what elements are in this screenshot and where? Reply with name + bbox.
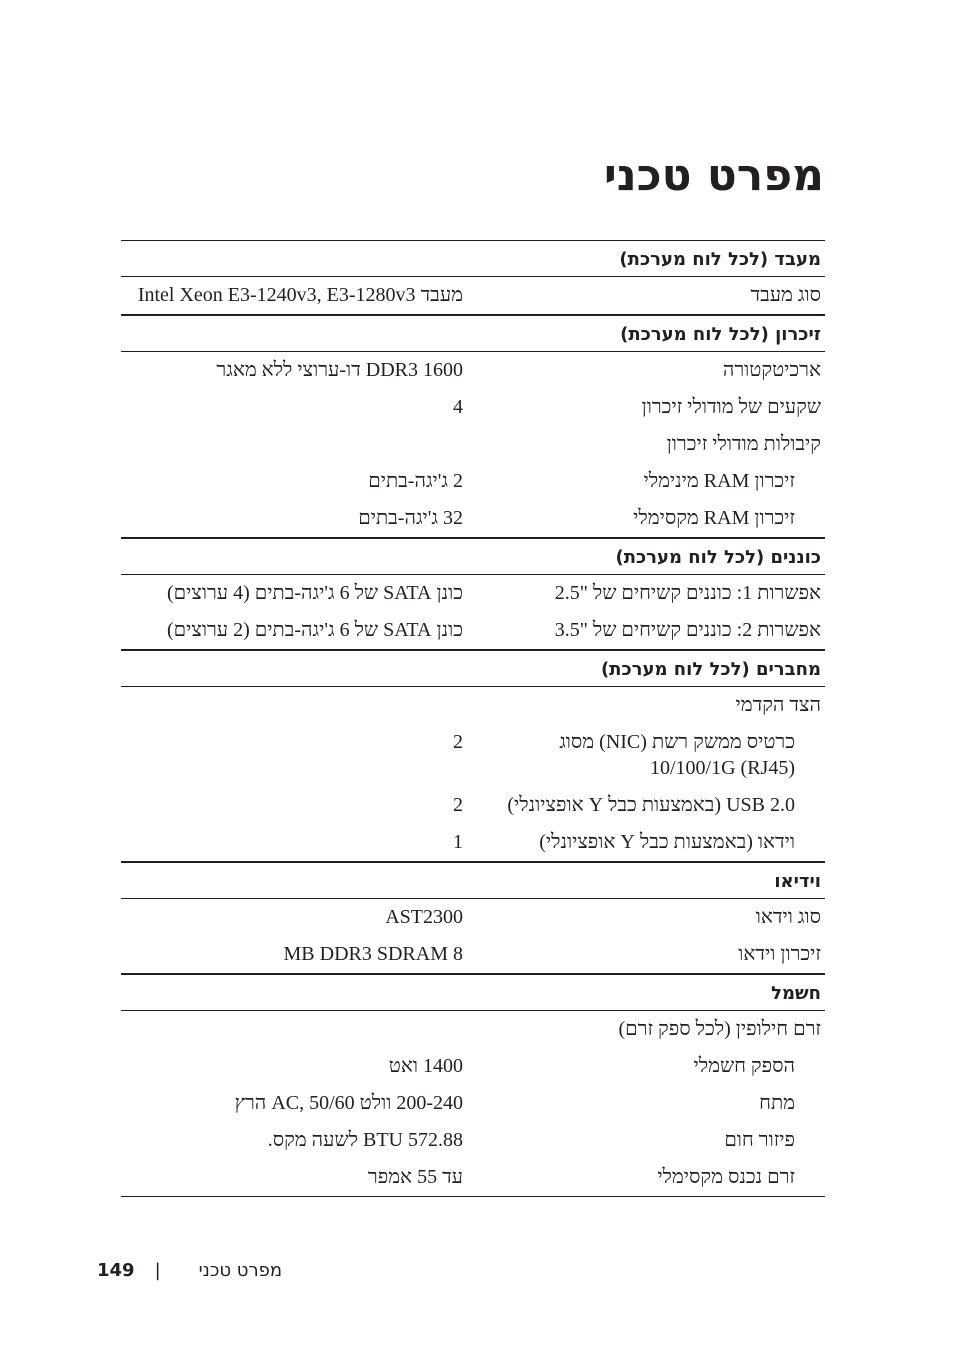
spec-row bbox=[121, 899, 825, 936]
running-title: מפרט טכני bbox=[198, 1260, 283, 1281]
spec-label: זיכרון RAM מקסימלי bbox=[633, 507, 795, 529]
spec-value: 32 ג'יגה-בתים bbox=[358, 507, 463, 529]
page-footer bbox=[97, 1260, 282, 1281]
spec-label: וידאו (באמצעות כבל Y אופציונלי) bbox=[539, 831, 795, 853]
spec-row bbox=[121, 612, 825, 650]
spec-row bbox=[121, 352, 825, 389]
spec-label: קיבולות מודולי זיכרון bbox=[666, 433, 821, 455]
spec-row bbox=[121, 500, 825, 538]
spec-label: זיכרון וידאו bbox=[738, 943, 821, 965]
spec-row bbox=[121, 936, 825, 974]
spec-label: זרם חילופין (לכל ספק זרם) bbox=[618, 1018, 821, 1040]
spec-value bbox=[121, 692, 491, 718]
spec-value bbox=[121, 431, 491, 457]
spec-row bbox=[121, 687, 825, 724]
spec-value: 1 bbox=[453, 831, 463, 853]
spec-row bbox=[121, 426, 825, 463]
section-heading-drives: כוננים (לכל לוח מערכת) bbox=[121, 538, 825, 575]
page-number: 149 bbox=[97, 1260, 135, 1281]
footer-separator: | bbox=[154, 1260, 161, 1281]
section-heading-video: וידיאו bbox=[121, 862, 825, 899]
spec-row bbox=[121, 575, 825, 612]
spec-value: 4 bbox=[453, 396, 463, 418]
section-heading-processor: מעבד (לכל לוח מערכת) bbox=[121, 240, 825, 277]
spec-label: זרם נכנס מקסימלי bbox=[657, 1166, 795, 1188]
spec-value: מעבד Intel Xeon E3-1240v3, E3-1280v3 bbox=[137, 284, 463, 306]
spec-label: סוג וידאו bbox=[755, 906, 821, 928]
section-heading-memory: זיכרון (לכל לוח מערכת) bbox=[121, 315, 825, 352]
spec-row bbox=[121, 1011, 825, 1048]
spec-row bbox=[121, 1048, 825, 1085]
section-heading-power: חשמל bbox=[121, 974, 825, 1011]
spec-table bbox=[121, 240, 825, 1197]
spec-label: אפשרות 2: כוננים קשיחים של "3.5 bbox=[554, 619, 821, 641]
spec-value: BTU 572.88 לשעה מקס. bbox=[267, 1129, 463, 1151]
spec-label: USB 2.0 (באמצעות כבל Y אופציונלי) bbox=[507, 794, 795, 816]
spec-value: 1400 ואט bbox=[388, 1055, 463, 1077]
spec-label: זיכרון RAM מינימלי bbox=[643, 470, 795, 492]
spec-value: 2 bbox=[453, 794, 463, 816]
spec-row bbox=[121, 824, 825, 862]
spec-row bbox=[121, 389, 825, 426]
spec-label: פיזור חום bbox=[724, 1129, 795, 1151]
spec-label: הצד הקדמי bbox=[735, 694, 821, 716]
spec-row bbox=[121, 463, 825, 500]
spec-value: 200-240 וולט AC, 50/60 הרץ bbox=[234, 1092, 463, 1114]
spec-label: הספק חשמלי bbox=[693, 1055, 795, 1077]
spec-value: 2 ג'יגה-בתים bbox=[368, 470, 463, 492]
spec-row bbox=[121, 277, 825, 315]
spec-row bbox=[121, 1085, 825, 1122]
spec-value: כונן SATA של 6 ג'יגה-בתים (2 ערוצים) bbox=[167, 619, 463, 641]
spec-value: עד 55 אמפר bbox=[367, 1166, 463, 1188]
spec-value: AST2300 bbox=[385, 906, 463, 928]
spec-label: מתח bbox=[759, 1092, 795, 1114]
spec-label: כרטיס ממשק רשת (NIC) מסוג 10/100/1G (RJ45) bbox=[559, 731, 795, 779]
spec-row bbox=[121, 724, 825, 787]
spec-row bbox=[121, 1159, 825, 1197]
spec-label: סוג מעבד bbox=[750, 284, 821, 306]
spec-value: DDR3 1600 דו-ערוצי ללא מאגר bbox=[216, 359, 463, 381]
page-title: מפרט טכני bbox=[603, 150, 824, 201]
spec-value bbox=[121, 1016, 491, 1042]
spec-value: 2 bbox=[453, 731, 463, 753]
spec-row bbox=[121, 787, 825, 824]
section-heading-connectors: מחברים (לכל לוח מערכת) bbox=[121, 650, 825, 687]
spec-row bbox=[121, 1122, 825, 1159]
spec-label: אפשרות 1: כוננים קשיחים של "2.5 bbox=[554, 582, 821, 604]
spec-value: 8 MB DDR3 SDRAM bbox=[283, 943, 463, 965]
spec-label: ארכיטקטורה bbox=[722, 359, 821, 381]
spec-value: כונן SATA של 6 ג'יגה-בתים (4 ערוצים) bbox=[167, 582, 463, 604]
spec-label: שקעים של מודולי זיכרון bbox=[641, 396, 821, 418]
